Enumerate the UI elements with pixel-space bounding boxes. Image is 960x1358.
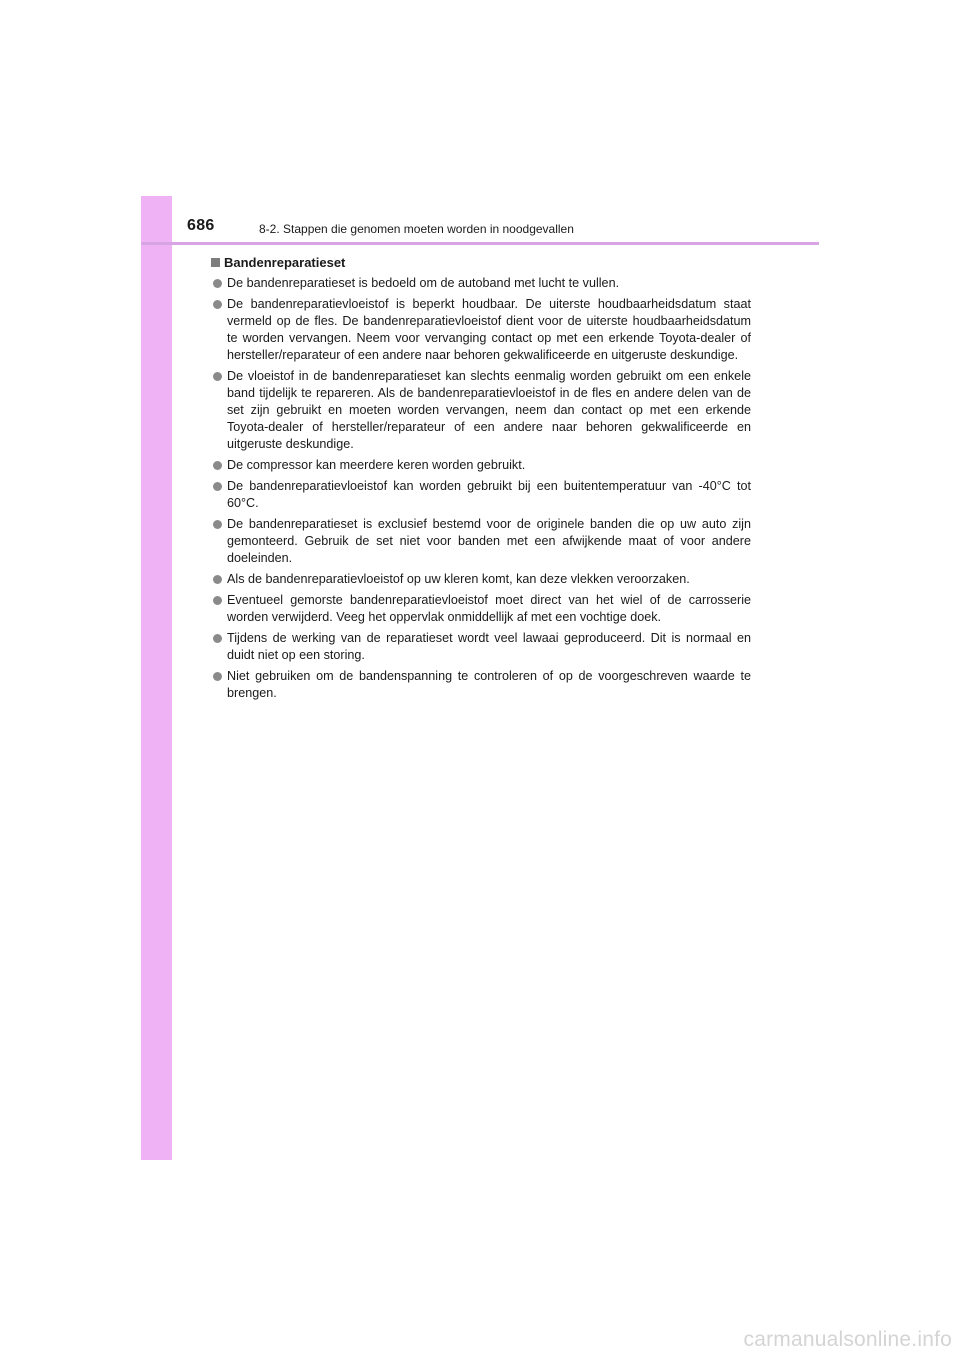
list-item-text: Niet gebruiken om de bandenspanning te controleren of op de voorgeschreven waarde te brengen.	[227, 669, 751, 700]
list-item	[211, 296, 751, 364]
square-bullet-icon	[211, 258, 220, 267]
list-item-text: Als de bandenreparatievloeistof op uw kleren komt, kan deze vlekken veroorzaken.	[227, 572, 690, 586]
header-rule	[141, 242, 819, 245]
list-item-text: De bandenreparatievloeistof is beperkt houdbaar. De uiterste houdbaarheidsdatum staat vermeld op de fles. De bandenreparatievloeistof dient voor de uiterste houdbaarheidsdatum te worden vervangen. Neem voor vervanging contact op met een erkende Toyota-dealer of hersteller/reparateur of een andere naar behoren gekwalificeerde en uitgeruste deskundige.	[227, 297, 751, 362]
circle-bullet-icon	[213, 279, 222, 288]
list-item-text: De vloeistof in de bandenreparatieset kan slechts eenmalig worden gebruikt om een enkele band tijdelijk te repareren. Als de bandenreparatievloeistof in de fles en andere delen van de set zijn gebruikt en moeten worden vervangen, neem dan contact op met een erkende Toyota-dealer of hersteller/reparateur of een andere naar behoren gekwalificeerde en uitgeruste deskundige.	[227, 369, 751, 451]
list-item-text: Eventueel gemorste bandenreparatievloeistof moet direct van het wiel of de carrosserie worden verwijderd. Veeg het oppervlak onmiddellijk af met een vochtige doek.	[227, 593, 751, 624]
list-item-text: De compressor kan meerdere keren worden gebruikt.	[227, 458, 526, 472]
circle-bullet-icon	[213, 634, 222, 643]
section-heading-text: Bandenreparatieset	[224, 255, 346, 270]
section-side-tab	[141, 196, 172, 1160]
list-item	[211, 630, 751, 664]
circle-bullet-icon	[213, 482, 222, 491]
list-item	[211, 571, 751, 588]
list-item-text: De bandenreparatieset is exclusief bestemd voor de originele banden die op uw auto zijn gemonteerd. Gebruik de set niet voor banden met een afwijkende maat of voor andere doeleinden.	[227, 517, 751, 565]
circle-bullet-icon	[213, 596, 222, 605]
chapter-title: 8-2. Stappen die genomen moeten worden in noodgevallen	[259, 222, 574, 236]
page-number: 686	[187, 217, 215, 234]
list-item	[211, 516, 751, 567]
section-heading	[211, 254, 751, 271]
list-item	[211, 368, 751, 453]
list-item	[211, 457, 751, 474]
content-area	[211, 254, 751, 706]
circle-bullet-icon	[213, 372, 222, 381]
list-item-text: De bandenreparatievloeistof kan worden gebruikt bij een buitentemperatuur van -40°C tot 60°C.	[227, 479, 751, 510]
circle-bullet-icon	[213, 672, 222, 681]
list-item-text: Tijdens de werking van de reparatieset wordt veel lawaai geproduceerd. Dit is normaal en duidt niet op een storing.	[227, 631, 751, 662]
watermark-link[interactable]: carmanualsonline.info	[743, 1328, 952, 1351]
circle-bullet-icon	[213, 300, 222, 309]
list-item	[211, 592, 751, 626]
circle-bullet-icon	[213, 575, 222, 584]
list-item	[211, 275, 751, 292]
circle-bullet-icon	[213, 520, 222, 529]
list-item	[211, 668, 751, 702]
list-item	[211, 478, 751, 512]
bullet-list	[211, 275, 751, 702]
circle-bullet-icon	[213, 461, 222, 470]
list-item-text: De bandenreparatieset is bedoeld om de autoband met lucht te vullen.	[227, 276, 620, 290]
